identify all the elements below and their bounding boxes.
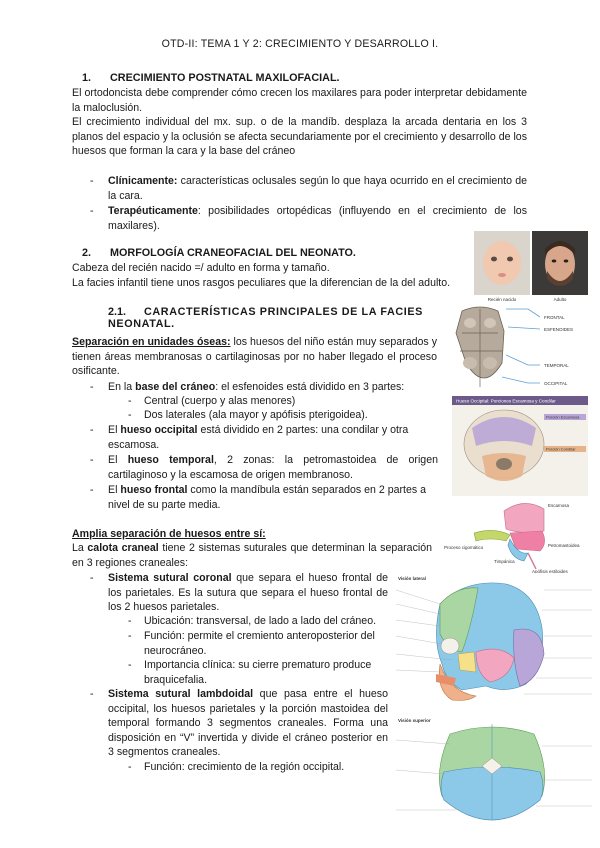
- bullet-clinicamente: - Clínicamente: características oclusales según lo que haya ocurrido en el crecimiento de la cara.: [90, 175, 527, 202]
- frontal-bold: hueso frontal: [120, 484, 188, 496]
- section-2-paragraph-2: La facies infantil tiene unos rasgos peculiares que la diferencian de la del adulto.: [72, 277, 451, 289]
- label-frontal: FRONTAL: [544, 315, 565, 320]
- bullet-occipital: - El hueso occipital está dividido en 2 partes: una condilar y otra escamosa.: [90, 424, 409, 451]
- separacion-label: Separación en unidades óseas:: [72, 336, 231, 348]
- label-escamosa: Escamosa: [548, 503, 570, 508]
- section-1-paragraph-2: El crecimiento individual del mx. sup. o de la mandíb. desplaza la arcada dentaria en los 3 planos del espacio y la oclusión se afecta secundariamente por el crecimiento y desarrollo de los huesos que forman la cara y la base del cráneo: [72, 116, 527, 158]
- bullet-terapeuticamente-label: Terapéuticamente: [108, 205, 198, 217]
- label-petromastoidea: Petromastoidea: [548, 543, 580, 548]
- separacion-text: los huesos del niño están muy separados y tienen áreas membranosas o cartilaginosas por no haber llegado el proceso osificante.: [72, 336, 437, 378]
- label-timpanica: Timpánica: [494, 559, 515, 564]
- bullet-terapeuticamente-text: : posibilidades ortopédicas (influyendo en el crecimiento de los maxilares).: [108, 205, 527, 232]
- label-porcion-escamosa: Porción Escamosa: [546, 414, 580, 420]
- label-proceso-cigomatico: Proceso cigomático: [444, 545, 484, 550]
- subsection-2-1-title: CARACTERÍSTICAS PRINCIPALES DE LA FACIES NEONATAL.: [108, 306, 423, 330]
- figure-faces: [474, 231, 588, 303]
- sub-bullet-central: - Central (cuerpo y alas menores): [128, 395, 296, 407]
- temporal-bold: hueso temporal: [127, 454, 214, 466]
- occipital-bold: hueso occipital: [120, 424, 198, 436]
- base-craneo-bold: base del cráneo: [135, 381, 216, 393]
- label-occipital: OCCIPITAL: [544, 381, 568, 386]
- separacion-paragraph: [72, 335, 437, 379]
- bullet-base-craneo: - En la base del cráneo: el esfenoides está dividido en 3 partes:: [90, 381, 405, 393]
- coronal-sub-funcion: - Función: permite el cremiento anteroposterior del neurocráneo.: [128, 630, 375, 657]
- bullet-sutura-coronal: - Sistema sutural coronal que separa el hueso frontal de los parietales. Es la sutura que separa el hueso frontal de los 2 huesos parietales.: [90, 572, 388, 614]
- lambdoidal-bold: Sistema sutural lambdoidal: [108, 688, 254, 700]
- subsection-2-1-heading: [108, 306, 438, 330]
- bullet-terapeuticamente: - Terapéuticamente: posibilidades ortopédicas (influyendo en el crecimiento de los maxilares).: [90, 205, 527, 232]
- calota-bold: calota craneal: [87, 542, 159, 554]
- section-2-title: MORFOLOGÍA CRANEOFACIAL DEL NEONATO.: [110, 247, 356, 259]
- section-1-paragraph-1: El ortodoncista debe comprender cómo crecen los maxilares para poder interpretar debidamente la maloclusión.: [72, 87, 527, 114]
- figure-temporal-bone: [444, 497, 592, 573]
- coronal-sub-importancia: - Importancia clínica: su cierre prematuro produce braquicefalia.: [128, 659, 372, 686]
- lateral-view-title: Visión lateral: [398, 576, 426, 581]
- figure-skull-views: [396, 574, 592, 824]
- amplia-separacion-heading: Amplia separación de huesos entre sí:: [72, 528, 266, 540]
- label-apofisis-estiloides: Apófisis estiloides: [532, 569, 568, 573]
- skull-superior: [439, 724, 544, 820]
- page-header: OTD-II: TEMA 1 Y 2: CRECIMIENTO Y DESARROLLO I.: [161, 38, 439, 50]
- calota-paragraph: La calota craneal tiene 2 sistemas suturales que determinan la separación en 3 regiones craneales:: [72, 542, 433, 569]
- occipital-figure-title: Hueso Occipital: Porciones Escamosa y Condilar: [456, 398, 556, 404]
- section-1-heading: [82, 72, 340, 84]
- bullet-clinicamente-label: Clínicamente:: [108, 175, 178, 187]
- superior-view-title: Visión superior: [398, 718, 431, 723]
- section-2-heading: [82, 247, 356, 259]
- lambdoidal-sub-funcion: - Función: crecimiento de la región occipital.: [128, 761, 345, 773]
- section-1-title: CRECIMIENTO POSTNATAL MAXILOFACIAL.: [110, 72, 340, 84]
- coronal-sub-ubicacion: - Ubicación: transversal, de lado a lado del cráneo.: [128, 615, 377, 627]
- label-temporal: TEMPORAL: [544, 363, 569, 368]
- bullet-temporal: - El hueso temporal, 2 zonas: la petromastoidea de origen cartilaginoso y la escamosa de origen membranoso.: [90, 454, 438, 481]
- bullet-sutura-lambdoidal: - Sistema sutural lambdoidal que pasa entre el hueso occipital, los huesos parietales y la porción mastoidea del temporal formando 3 segmentos craneales. Forma una disposición en “V” invertida y divide el cráneo posterior en 3 segmentos craneales.: [90, 688, 388, 759]
- figure-occipital-bone: [452, 396, 588, 496]
- section-2-number: 2.: [82, 247, 92, 259]
- adult-caption: Adulto: [553, 297, 567, 302]
- subsection-2-1-number: 2.1.: [108, 306, 127, 318]
- baby-caption: Recién nacido: [487, 297, 517, 302]
- section-1-number: 1.: [82, 72, 92, 84]
- bullet-frontal: - El hueso frontal como la mandíbula están separados en 2 partes a nivel de su parte media.: [90, 484, 426, 511]
- label-esfenoides: ESFENOIDES: [544, 327, 574, 332]
- sub-bullet-laterales: - Dos laterales (ala mayor y apófisis pterigoidea).: [128, 409, 368, 421]
- figure-neonatal-skull-diagram: [444, 303, 592, 395]
- bullet-clinicamente-text: características oclusales según lo que haya ocurrido en el crecimiento de la cara.: [108, 175, 527, 202]
- coronal-bold: Sistema sutural coronal: [108, 572, 232, 584]
- section-2-paragraph-1: Cabeza del recién nacido =/ adulto en forma y tamaño.: [72, 262, 330, 274]
- label-porcion-condilar: Porción Condilar: [546, 446, 576, 452]
